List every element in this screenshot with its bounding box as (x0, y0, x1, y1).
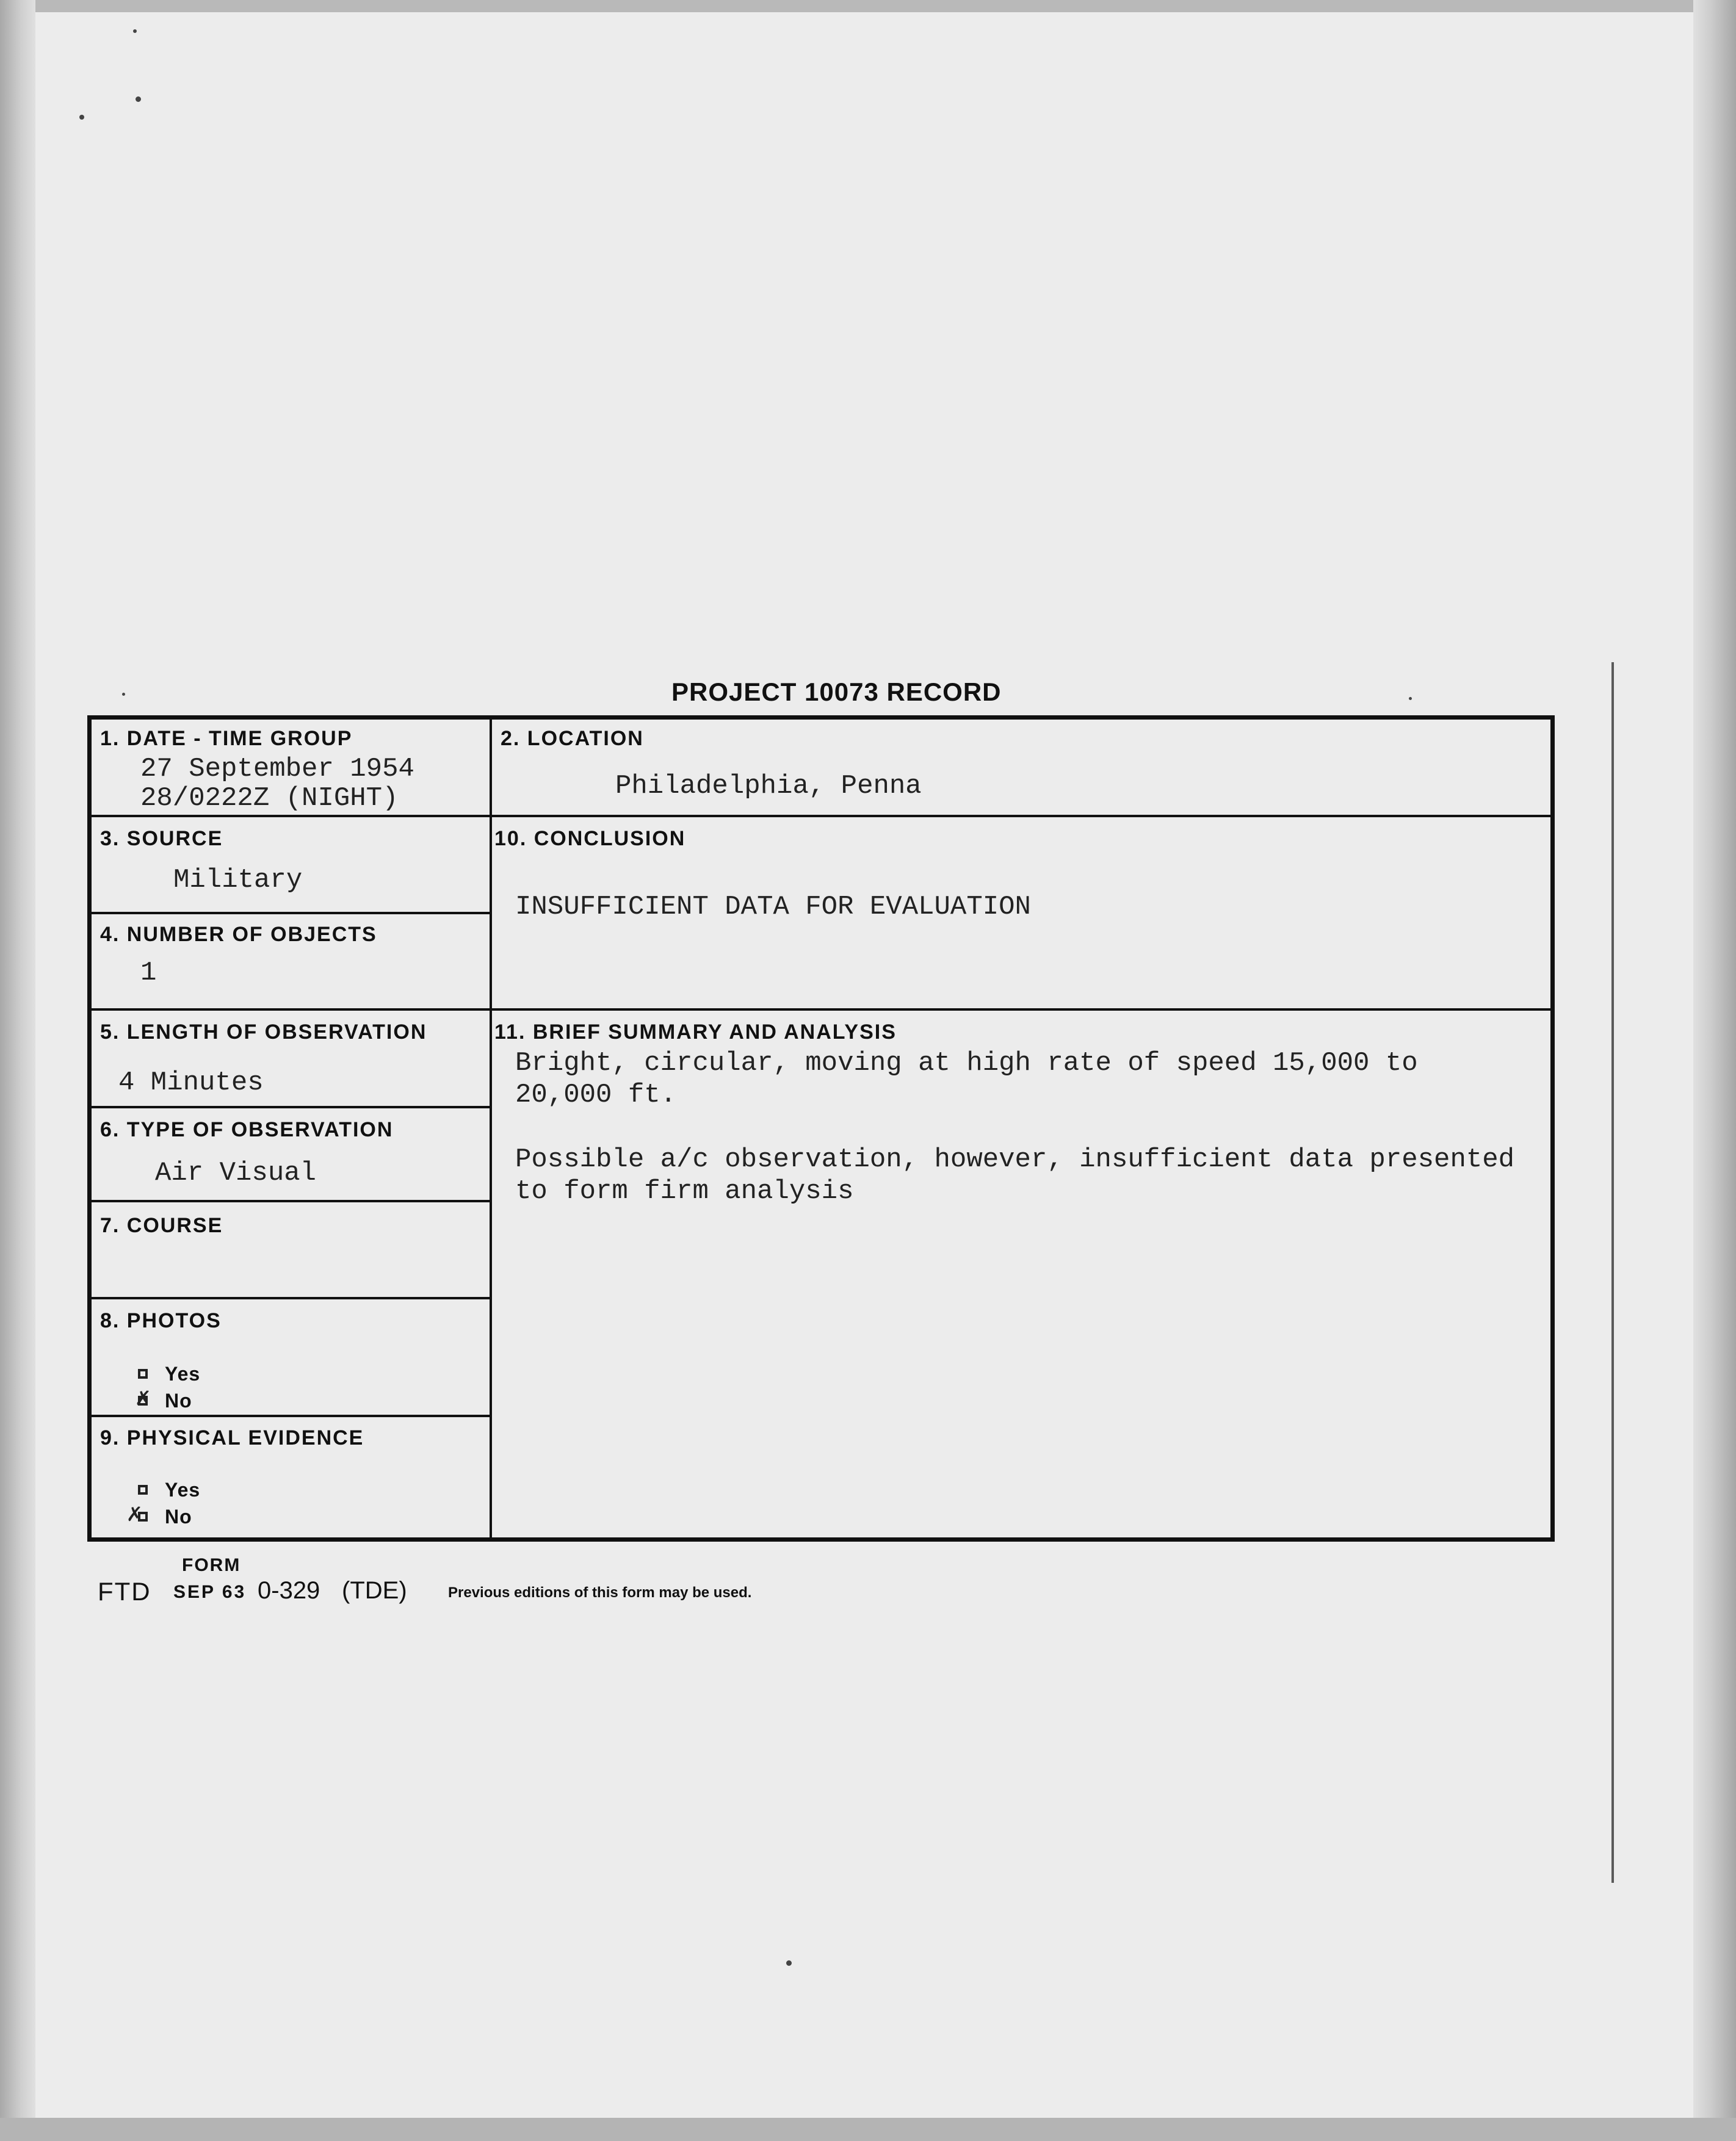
scan-border-right (1693, 0, 1736, 2141)
location-value: Philadelphia, Penna (615, 771, 922, 801)
footer-tde: (TDE) (342, 1577, 407, 1604)
row-divider (92, 1297, 490, 1299)
evidence-yes-label: Yes (165, 1479, 201, 1501)
length-of-observation-label: 5. LENGTH OF OBSERVATION (100, 1020, 427, 1044)
summary-line-2: 20,000 ft. (515, 1080, 677, 1110)
source-value: Military (173, 865, 303, 895)
conclusion-value: INSUFFICIENT DATA FOR EVALUATION (515, 892, 1031, 922)
row-divider (92, 1106, 490, 1108)
footer-sep63: SEP 63 (173, 1582, 247, 1602)
number-of-objects-label: 4. NUMBER OF OBJECTS (100, 923, 377, 946)
column-divider (490, 720, 492, 1537)
dust-speck (1409, 697, 1412, 700)
date-time-group-label: 1. DATE - TIME GROUP (100, 727, 353, 750)
row-divider (92, 815, 1550, 817)
conclusion-label: 10. CONCLUSION (494, 827, 686, 850)
scan-border-top (0, 0, 1736, 12)
summary-line-4: to form firm analysis (515, 1176, 854, 1207)
dust-speck (136, 96, 141, 102)
record-form (87, 715, 1555, 1542)
length-of-observation-value: 4 Minutes (118, 1067, 264, 1098)
type-of-observation-value: Air Visual (155, 1158, 317, 1188)
evidence-yes-checkbox[interactable] (138, 1485, 148, 1495)
physical-evidence-label: 9. PHYSICAL EVIDENCE (100, 1426, 364, 1450)
evidence-no-label: No (165, 1506, 192, 1528)
scan-edge-mark (1611, 662, 1614, 1883)
scan-border-bottom (0, 2118, 1736, 2141)
footer-note: Previous editions of this form may be used. (448, 1584, 752, 1601)
scan-border-left (0, 0, 35, 2141)
time-group-value: 28/0222Z (NIGHT) (140, 783, 399, 814)
photos-yes-label: Yes (165, 1363, 201, 1385)
photos-yes-checkbox[interactable] (138, 1369, 148, 1379)
evidence-no-check-mark: ✗ (127, 1501, 142, 1529)
row-divider (92, 1415, 490, 1417)
dust-speck (79, 115, 84, 120)
dust-speck (133, 29, 137, 33)
brief-summary-label: 11. BRIEF SUMMARY AND ANALYSIS (494, 1020, 897, 1044)
footer-form-word: FORM (182, 1555, 241, 1575)
photos-no-label: No (165, 1390, 192, 1412)
dust-speck (122, 693, 125, 696)
type-of-observation-label: 6. TYPE OF OBSERVATION (100, 1118, 394, 1141)
summary-line-1: Bright, circular, moving at high rate of speed 15,000 to (515, 1048, 1418, 1078)
location-label: 2. LOCATION (501, 727, 644, 750)
course-label: 7. COURSE (100, 1214, 223, 1237)
form-title: PROJECT 10073 RECORD (671, 677, 1002, 706)
number-of-objects-value: 1 (140, 958, 157, 988)
row-divider (92, 1200, 490, 1202)
row-divider (92, 1008, 1550, 1011)
footer-form-number: 0-329 (258, 1577, 320, 1604)
date-value: 27 September 1954 (140, 754, 414, 784)
summary-line-3: Possible a/c observation, however, insufficient data presented (515, 1144, 1515, 1175)
photos-no-check-mark: ✗ (136, 1385, 151, 1413)
footer-ftd: FTD (98, 1577, 151, 1606)
source-label: 3. SOURCE (100, 827, 223, 850)
dust-speck (786, 1960, 792, 1966)
photos-label: 8. PHOTOS (100, 1309, 222, 1332)
row-divider (92, 912, 490, 914)
